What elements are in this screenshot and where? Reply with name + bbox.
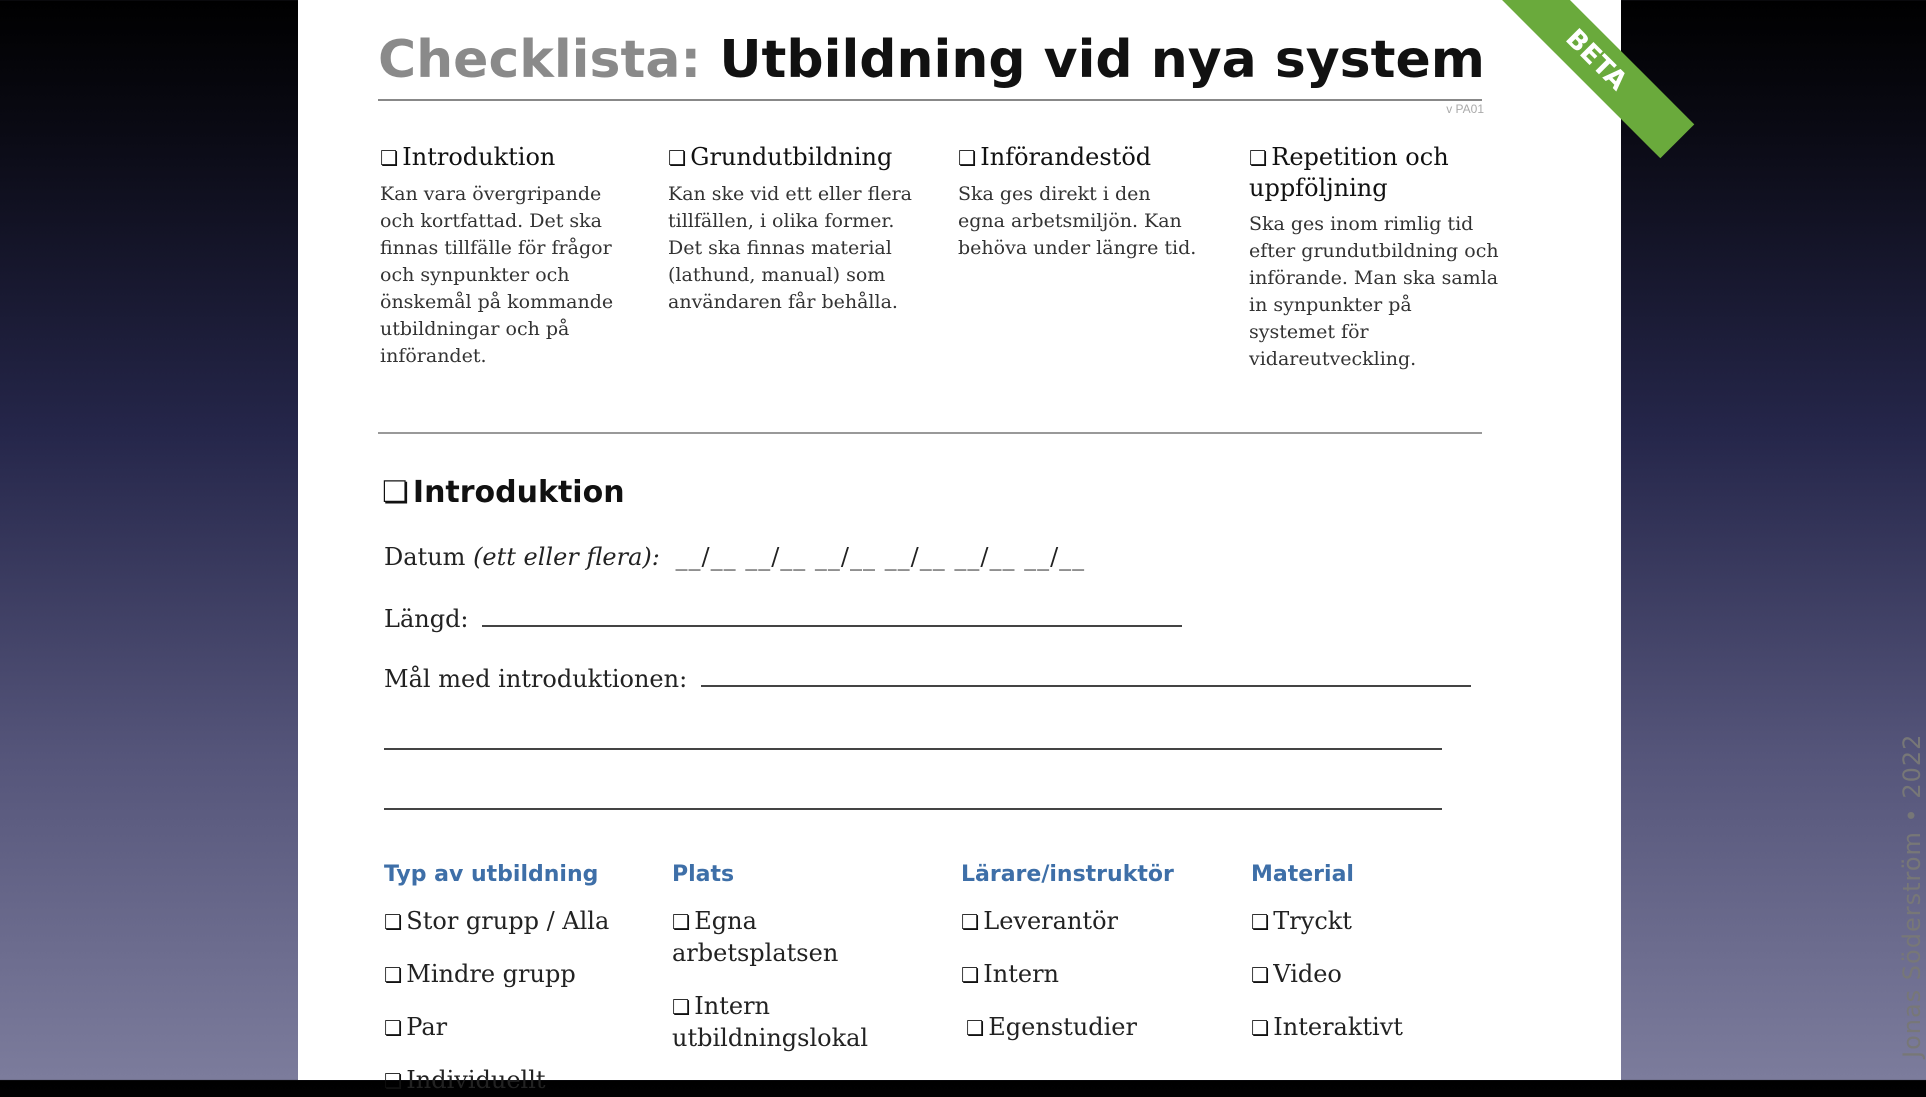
langd-label: Längd: [384,605,469,633]
phase-introduktion [380,142,630,370]
checkbox-icon[interactable]: ❏ [672,995,691,1019]
phase-description: Kan vara övergripande och kortfattad. Det ska finnas tillfälle för frågor och synpunkter och önskemål på kommande utbildningar och på införandet. [380,183,614,367]
option-intern[interactable]: ❏ Intern [961,959,1059,991]
option-tryckt[interactable]: ❏ Tryckt [1251,906,1352,938]
langd-field [384,603,1182,633]
option-mindre-grupp[interactable]: ❏ Mindre grupp [384,959,576,991]
version-label: v PA01 [1446,102,1484,116]
option-egenstudier[interactable]: ❏ Egenstudier [966,1012,1137,1044]
checkbox-icon[interactable]: ❏ [961,963,980,987]
phase-repetition [1249,142,1499,373]
phase-description: Ska ges direkt i den egna arbetsmiljön. Kan behöva under längre tid. [958,183,1197,259]
option-leverantor[interactable]: ❏ Leverantör [961,906,1118,938]
checkbox-icon[interactable]: ❏ [384,1016,403,1040]
section-title: ❏ Introduktion [382,475,625,510]
category-heading-larare: Lärare/instruktör [961,862,1174,887]
checkbox-icon[interactable]: ❏ [958,146,977,170]
checkbox-icon[interactable]: ❏ [668,146,687,170]
mal-label: Mål med introduktionen: [384,665,688,693]
checkbox-icon[interactable]: ❏ [672,910,691,934]
phase-description: Ska ges inom rimlig tid efter grundutbildning och införande. Man ska samla in synpunkter på systemet för vidareutveckling. [1249,213,1499,370]
mal-input-line[interactable] [701,663,1471,687]
mal-extra-line-1[interactable] [384,748,1442,750]
phase-inforandestod [958,142,1198,262]
checkbox-icon[interactable]: ❏ [380,146,399,170]
checkbox-icon[interactable]: ❏ [1249,146,1268,170]
title-divider [378,99,1482,101]
checkbox-icon[interactable]: ❏ [384,910,403,934]
phase-label: Grundutbildning [690,143,893,171]
phase-grundutbildning [668,142,918,316]
checklist-page [298,0,1633,1094]
option-intern-lokal[interactable]: ❏ Intern utbildningslokal [672,992,869,1052]
option-individuellt[interactable]: ❏ Individuellt [384,1065,546,1097]
phase-label: Repetition och uppföljning [1249,143,1449,202]
option-video[interactable]: ❏ Video [1251,959,1342,991]
category-heading-typ: Typ av utbildning [384,862,599,887]
checkbox-icon[interactable]: ❏ [966,1016,985,1040]
datum-blanks[interactable]: __/__ __/__ __/__ __/__ __/__ __/__ [675,543,1086,571]
author-credit: Jonas Söderström • 2022 [1898,733,1926,1058]
section-divider [378,432,1482,434]
datum-field [384,543,1085,571]
option-par[interactable]: ❏ Par [384,1012,447,1044]
checkbox-icon[interactable]: ❏ [384,1069,403,1093]
datum-label: Datum [384,543,466,571]
title-main: Utbildning vid nya system [719,30,1485,90]
page-title [378,30,1485,90]
checkbox-icon[interactable]: ❏ [1251,963,1270,987]
option-interaktivt[interactable]: ❏ Interaktivt [1251,1012,1403,1044]
mal-field [384,663,1471,693]
category-heading-plats: Plats [672,862,735,887]
phase-description: Kan ske vid ett eller flera tillfällen, i olika former. Det ska finnas material (lathund, manual) som användaren får behålla. [668,183,913,313]
phase-label: Införandestöd [980,143,1152,171]
option-egna-arbetsplatsen[interactable]: ❏ Egna arbetsplatsen [672,907,839,967]
section-checkbox-icon[interactable]: ❏ [382,475,409,510]
langd-input-line[interactable] [482,603,1182,627]
title-prefix: Checklista: [378,30,702,90]
checkbox-icon[interactable]: ❏ [1251,910,1270,934]
phase-label: Introduktion [402,143,556,171]
mal-extra-line-2[interactable] [384,808,1442,810]
checkbox-icon[interactable]: ❏ [1251,1016,1270,1040]
category-heading-material: Material [1251,862,1354,887]
beta-badge: BETA [1498,0,1695,158]
checkbox-icon[interactable]: ❏ [384,963,403,987]
checkbox-icon[interactable]: ❏ [961,910,980,934]
datum-hint: (ett eller flera): [473,543,660,571]
option-stor-grupp[interactable]: ❏ Stor grupp / Alla [384,906,609,938]
